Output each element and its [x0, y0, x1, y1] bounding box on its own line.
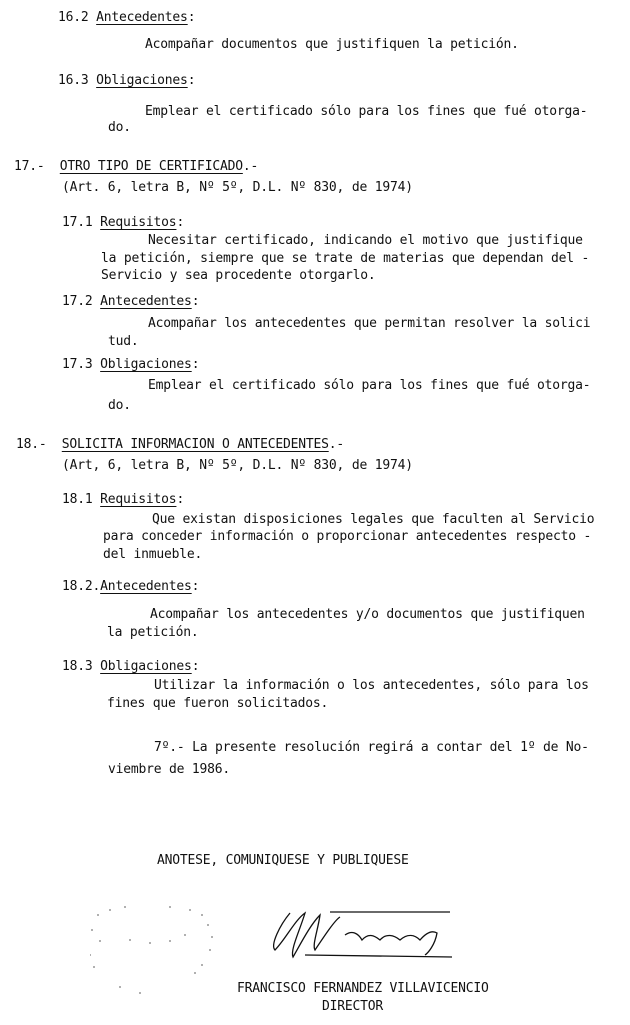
- section-17-heading: [14, 159, 258, 175]
- signatory-title: DIRECTOR: [322, 999, 384, 1014]
- section-17-3-body-line: do.: [108, 398, 131, 413]
- section-17-2-heading: [62, 294, 199, 310]
- section-number: 18.3: [62, 659, 93, 674]
- section-17-3-heading: [62, 357, 199, 373]
- section-number: 16.2: [58, 10, 89, 25]
- section-18-2-body-line: Acompañar los antecedentes y/o documentos que justifiquen: [150, 607, 585, 622]
- section-18-2-heading: [62, 579, 199, 595]
- section-16-2-body-line: Acompañar documentos que justifiquen la petición.: [145, 37, 519, 52]
- section-18-heading: [16, 437, 344, 453]
- section-title: Obligaciones: [96, 73, 188, 88]
- section-number: 18.-: [16, 437, 47, 452]
- section-title: Obligaciones: [100, 357, 192, 372]
- signature-and-seal: [90, 905, 490, 1020]
- suffix: .-: [242, 159, 259, 174]
- section-18-3-heading: [62, 659, 199, 675]
- section-number: 17.1: [62, 215, 93, 230]
- section-title: Obligaciones: [100, 659, 192, 674]
- section-title: Antecedentes: [100, 579, 192, 594]
- section-17-3-body-line: Emplear el certificado sólo para los fines que fué otorga-: [148, 378, 591, 393]
- section-18-1-heading: [62, 492, 184, 508]
- section-title: Antecedentes: [96, 10, 188, 25]
- section-title: OTRO TIPO DE CERTIFICADO: [59, 159, 243, 174]
- colon: :: [176, 492, 185, 507]
- section-title: Antecedentes: [100, 294, 192, 309]
- article-7-line: viembre de 1986.: [108, 762, 231, 777]
- section-number: 17.2: [62, 294, 93, 309]
- section-number: 17.3: [62, 357, 93, 372]
- section-title: SOLICITA INFORMACION O ANTECEDENTES: [61, 437, 329, 452]
- colon: :: [191, 294, 200, 309]
- section-17-2-body-line: Acompañar los antecedentes que permitan resolver la solici: [148, 316, 591, 331]
- section-17-2-body-line: tud.: [108, 334, 139, 349]
- colon: :: [176, 215, 185, 230]
- section-17-legal-reference: (Art. 6, letra B, Nº 5º, D.L. Nº 830, de 1974): [62, 180, 413, 195]
- section-number: 17.-: [14, 159, 45, 174]
- section-number: 18.2.: [62, 579, 101, 594]
- signature-scribble: [274, 912, 452, 957]
- section-18-1-body-line: Que existan disposiciones legales que faculten al Servicio: [152, 512, 595, 527]
- section-18-3-body-line: Utilizar la información o los antecedentes, sólo para los: [154, 678, 589, 693]
- section-17-1-body-line: Servicio y sea procedente otorgarlo.: [101, 268, 376, 283]
- colon: :: [191, 579, 200, 594]
- section-18-legal-reference: (Art, 6, letra B, Nº 5º, D.L. Nº 830, de 1974): [62, 458, 413, 473]
- closing-statement: ANOTESE, COMUNIQUESE Y PUBLIQUESE: [157, 853, 409, 868]
- section-16-3-body-line: do.: [108, 120, 131, 135]
- colon: :: [187, 10, 196, 25]
- section-number: 18.1: [62, 492, 93, 507]
- colon: :: [187, 73, 196, 88]
- signatory-name: FRANCISCO FERNANDEZ VILLAVICENCIO: [237, 981, 489, 996]
- section-17-1-body-line: Necesitar certificado, indicando el motivo que justifique: [148, 233, 583, 248]
- section-16-3-body-line: Emplear el certificado sólo para los fines que fué otorga-: [145, 104, 588, 119]
- section-18-2-body-line: la petición.: [107, 625, 199, 640]
- article-7-line: 7º.- La presente resolución regirá a contar del 1º de No-: [154, 740, 589, 755]
- section-18-3-body-line: fines que fueron solicitados.: [107, 696, 329, 711]
- section-number: 16.3: [58, 73, 89, 88]
- section-16-2-heading: [58, 10, 195, 26]
- suffix: .-: [328, 437, 344, 452]
- section-17-1-heading: [62, 215, 184, 231]
- colon: :: [191, 357, 200, 372]
- section-16-3-heading: [58, 73, 195, 89]
- section-18-1-body-line: para conceder información o proporcionar antecedentes respecto -: [103, 529, 592, 544]
- colon: :: [191, 659, 200, 674]
- section-18-1-body-line: del inmueble.: [103, 547, 203, 562]
- section-17-1-body-line: la petición, siempre que se trate de materias que dependan del -: [101, 251, 590, 266]
- section-title: Requisitos: [100, 492, 177, 507]
- section-title: Requisitos: [100, 215, 177, 230]
- seal-stamp-icon: [90, 905, 213, 994]
